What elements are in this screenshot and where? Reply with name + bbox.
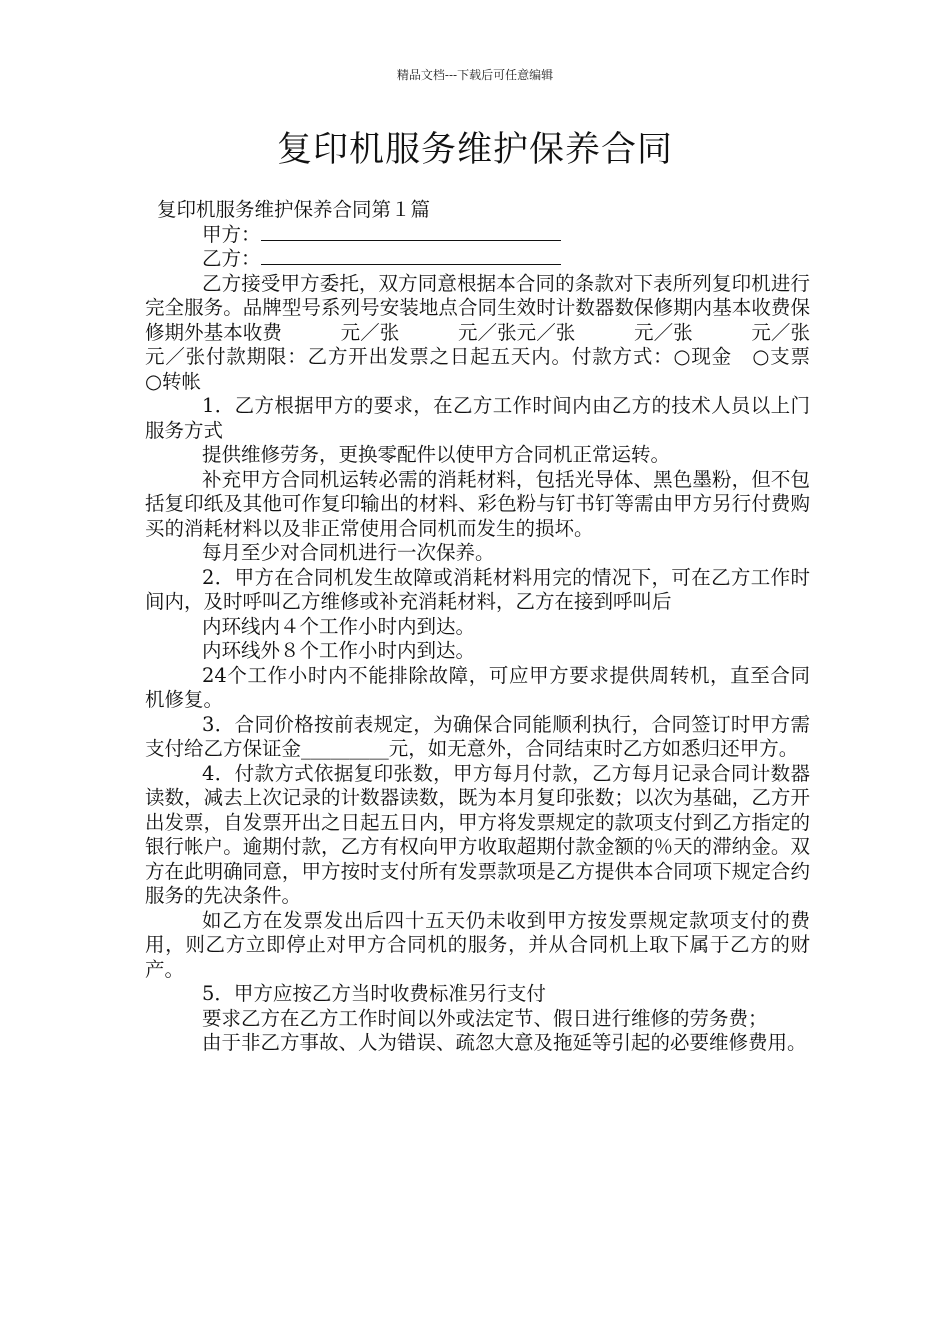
paragraph: 如乙方在发票发出后四十五天仍未收到甲方按发票规定款项支付的费用，则乙方立即停止对甲方合同机的服务，并从合同机上取下属于乙方的财产。: [145, 908, 810, 981]
paragraph: 4．付款方式依据复印张数，甲方每月付款，乙方每月记录合同计数器读数，减去上次记录的计数器读数，既为本月复印张数；以次为基础，乙方开出发票，自发票开出之日起五日内，甲方将发票规定的款项支付到乙方指定的银行帐户。逾期付款，乙方有权向甲方收取超期付款金额的％天的滞纳金。双方在此明确同意，甲方按时支付所有发票款项是乙方提供本合同项下规定合约服务的先决条件。: [145, 761, 810, 907]
paragraph: 内环线外８个工作小时内到达。: [202, 639, 476, 662]
paragraph: 内环线内４个工作小时内到达。: [202, 614, 476, 638]
party-a-line: [145, 223, 810, 248]
paragraph: 每月至少对合同机进行一次保养。: [202, 541, 495, 564]
page-header: 精品文档---下载后可任意编辑: [396, 68, 554, 82]
paragraph: 乙方接受甲方委托，双方同意根据本合同的条款对下表所列复印机进行完全服务。品牌型号系列号安装地点合同生效时计数器数保修期内基本收费保修期外基本收费 元／张 元／张元／张 元／张 元／张 元／张付款期限：乙方开出发票之日起五天内。付款方式：○现金 ○支票 ○转帐: [145, 271, 869, 393]
paragraph: 5．甲方应按乙方当时收费标准另行支付: [202, 982, 546, 1005]
paragraph: 3．合同价格按前表规定，为确保合同能顺利执行，合同签订时甲方需支付给乙方保证金_________元，如无意外，合同结束时乙方如悉归还甲方。: [145, 712, 810, 760]
party-a-label: 甲方：: [202, 222, 261, 246]
document-body: [145, 198, 869, 1056]
party-a-blank: [261, 239, 561, 241]
section-subtitle: 复印机服务维护保养合同第１篇: [157, 198, 431, 221]
paragraph: 提供维修劳务，更换零配件以使甲方合同机正常运转。: [202, 443, 671, 466]
party-b-label: 乙方：: [202, 247, 261, 270]
paragraph: 2．甲方在合同机发生故障或消耗材料用完的情况下，可在乙方工作时间内，及时呼叫乙方维修或补充消耗材料，乙方在接到呼叫后: [145, 565, 810, 613]
paragraph: 由于非乙方事故、人为错误、疏忽大意及拖延等引起的必要维修费用。: [202, 1031, 807, 1054]
document-title: 复印机服务维护保养合同: [276, 130, 673, 170]
paragraph: 1．乙方根据甲方的要求，在乙方工作时间内由乙方的技术人员以上门服务方式: [145, 394, 810, 442]
paragraph: 24个工作小时内不能排除故障，可应甲方要求提供周转机，直至合同机修复。: [145, 663, 810, 711]
party-b-line: [145, 247, 810, 272]
paragraph: 补充甲方合同机运转必需的消耗材料，包括光导体、黑色墨粉，但不包括复印纸及其他可作复印输出的材料、彩色粉与钉书钉等需由甲方另行付费购买的消耗材料以及非正常使用合同机而发生的损坏。: [145, 467, 810, 540]
paragraph: 要求乙方在乙方工作时间以外或法定节、假日进行维修的劳务费；: [202, 1006, 768, 1030]
party-b-blank: [261, 263, 561, 265]
